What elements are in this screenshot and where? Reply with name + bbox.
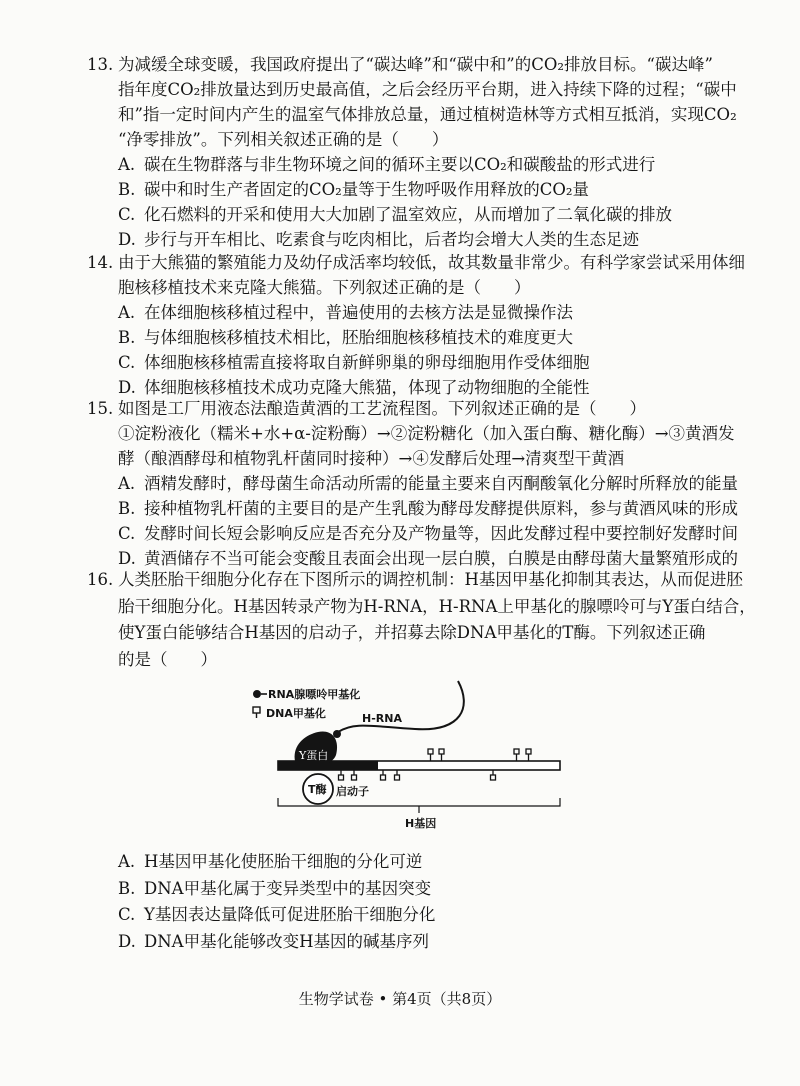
option-b — [87, 876, 770, 903]
stem-line: “净零排放”。下列相关叙述正确的是（ ） — [118, 130, 449, 149]
legend-rna-label: RNA腺嘌呤甲基化 — [268, 688, 361, 701]
option-d — [87, 227, 770, 252]
question-number: 15. — [87, 399, 114, 418]
stem-line: 人类胚胎干细胞分化存在下图所示的调控机制：H基因甲基化抑制其表达，从而促进胚 — [118, 570, 743, 589]
option-letter: C. — [118, 353, 136, 372]
stem-line: 由于大熊猫的繁殖能力及幼仔成活率均较低，故其数量非常少。有科学家尝试采用体细 — [118, 253, 745, 272]
option-letter: C. — [118, 524, 136, 543]
option-text: 步行与开车相比、吃素食与吃肉相比，后者均会增大人类的生态足迹 — [144, 230, 639, 249]
h-gene-regulation-diagram — [240, 677, 570, 837]
option-letter: C. — [118, 205, 136, 224]
option-c — [87, 202, 770, 227]
question-13 — [87, 52, 770, 252]
question-number: 13. — [87, 55, 114, 74]
option-b — [87, 325, 770, 350]
question-16-options — [87, 849, 770, 955]
question-14 — [87, 250, 770, 400]
option-a — [87, 300, 770, 325]
option-text: DNA甲基化能够改变H基因的碱基序列 — [144, 931, 429, 951]
h-rna-label: H-RNA — [362, 712, 402, 725]
option-letter: D. — [118, 230, 136, 249]
option-text: Y基因表达量降低可促进胚胎干细胞分化 — [144, 905, 436, 924]
option-letter: D. — [118, 931, 136, 951]
option-letter: C. — [118, 905, 136, 924]
option-text: 体细胞核移植技术成功克隆大熊猫，体现了动物细胞的全能性 — [144, 378, 590, 397]
option-letter: D. — [118, 549, 136, 568]
rna-methyl-adenine — [333, 730, 341, 738]
option-text: 与体细胞核移植技术相比，胚胎细胞核移植技术的难度更大 — [144, 328, 573, 347]
page-footer: 生物学试卷 • 第4页（共8页） — [298, 990, 502, 1008]
stem-line: 使Y蛋白能够结合H基因的启动子，并招募去除DNA甲基化的T酶。下列叙述正确 — [118, 623, 706, 642]
legend-rna-methylation — [253, 687, 360, 701]
option-a — [87, 849, 770, 876]
option-letter: D. — [118, 378, 136, 397]
stem-line: 如图是工厂用液态法酿造黄酒的工艺流程图。下列叙述正确的是（ ） — [118, 399, 646, 418]
flow-line: ①淀粉液化（糯米+水+α-淀粉酶）→②淀粉糖化（加入蛋白酶、糖化酶）→③黄酒发 — [118, 424, 735, 443]
option-text: 在体细胞核移植过程中，普遍使用的去核方法是显微操作法 — [144, 303, 573, 322]
option-c — [87, 902, 770, 929]
option-text: 体细胞核移植需直接将取自新鲜卵巢的卵母细胞用作受体细胞 — [144, 353, 590, 372]
question-number: 16. — [87, 570, 114, 589]
option-text: 接种植物乳杆菌的主要目的是产生乳酸为酵母发酵提供原料，参与黄酒风味的形成 — [144, 499, 738, 518]
y-protein-label: Y蛋白 — [299, 749, 329, 762]
option-letter: B. — [118, 499, 136, 518]
promoter-label: 启动子 — [336, 785, 369, 798]
option-c — [87, 521, 770, 546]
h-gene-label: H基因 — [405, 817, 437, 830]
stem-line: 胞核移植技术来克隆大熊猫。下列叙述正确的是（ ） — [118, 278, 531, 297]
option-text: H基因甲基化使胚胎干细胞的分化可逆 — [144, 852, 423, 871]
option-text: 碳在生物群落与非生物环境之间的循环主要以CO₂和碳酸盐的形式进行 — [144, 155, 656, 174]
legend-dna-methylation — [253, 706, 326, 720]
question-15 — [87, 396, 770, 571]
t-enzyme-label: T酶 — [308, 783, 327, 796]
flow-line: 酵（酿酒酵母和植物乳杆菌同时接种）→④发酵后处理→清爽型干黄酒 — [118, 449, 625, 468]
question-16 — [87, 567, 770, 673]
question-number: 14. — [87, 253, 114, 272]
option-letter: A. — [118, 303, 136, 322]
option-letter: B. — [118, 878, 136, 898]
option-letter: B. — [118, 180, 136, 199]
option-text: 黄酒储存不当可能会变酸且表面会出现一层白膜，白膜是由酵母菌大量繁殖形成的 — [144, 549, 738, 568]
stem-line: 的是（ ） — [118, 649, 217, 669]
option-b — [87, 177, 770, 202]
stem-line: 和”指一定时间内产生的温室气体排放总量，通过植树造林等方式相互抵消，实现CO₂ — [118, 105, 737, 124]
option-b — [87, 496, 770, 521]
option-letter: B. — [118, 328, 136, 347]
option-a — [87, 471, 770, 496]
option-text: 发酵时间长短会影响反应是否充分及产物量等，因此发酵过程中要控制好发酵时间 — [144, 524, 738, 543]
option-letter: A. — [118, 155, 136, 174]
option-a — [87, 152, 770, 177]
stem-line: 胎干细胞分化。H基因转录产物为H-RNA，H-RNA上甲基化的腺嘌呤可与Y蛋白结合， — [118, 596, 756, 616]
option-d — [87, 929, 770, 956]
option-text: 化石燃料的开采和使用大大加剧了温室效应，从而增加了二氧化碳的排放 — [144, 205, 672, 224]
legend-dna-label: DNA甲基化 — [266, 707, 326, 720]
stem-line: 指年度CO₂排放量达到历史最高值，之后会经历平台期，进入持续下降的过程；“碳中 — [118, 80, 737, 99]
option-letter: A. — [118, 852, 136, 871]
option-text: 酒精发酵时，酵母菌生命活动所需的能量主要来自丙酮酸氧化分解时所释放的能量 — [144, 474, 738, 493]
option-letter: A. — [118, 474, 136, 493]
option-c — [87, 350, 770, 375]
option-text: 碳中和时生产者固定的CO₂量等于生物呼吸作用释放的CO₂量 — [144, 180, 590, 199]
stem-line: 为减缓全球变暖，我国政府提出了“碳达峰”和“碳中和”的CO₂排放目标。“碳达峰” — [118, 55, 713, 74]
option-text: DNA甲基化属于变异类型中的基因突变 — [144, 878, 432, 898]
